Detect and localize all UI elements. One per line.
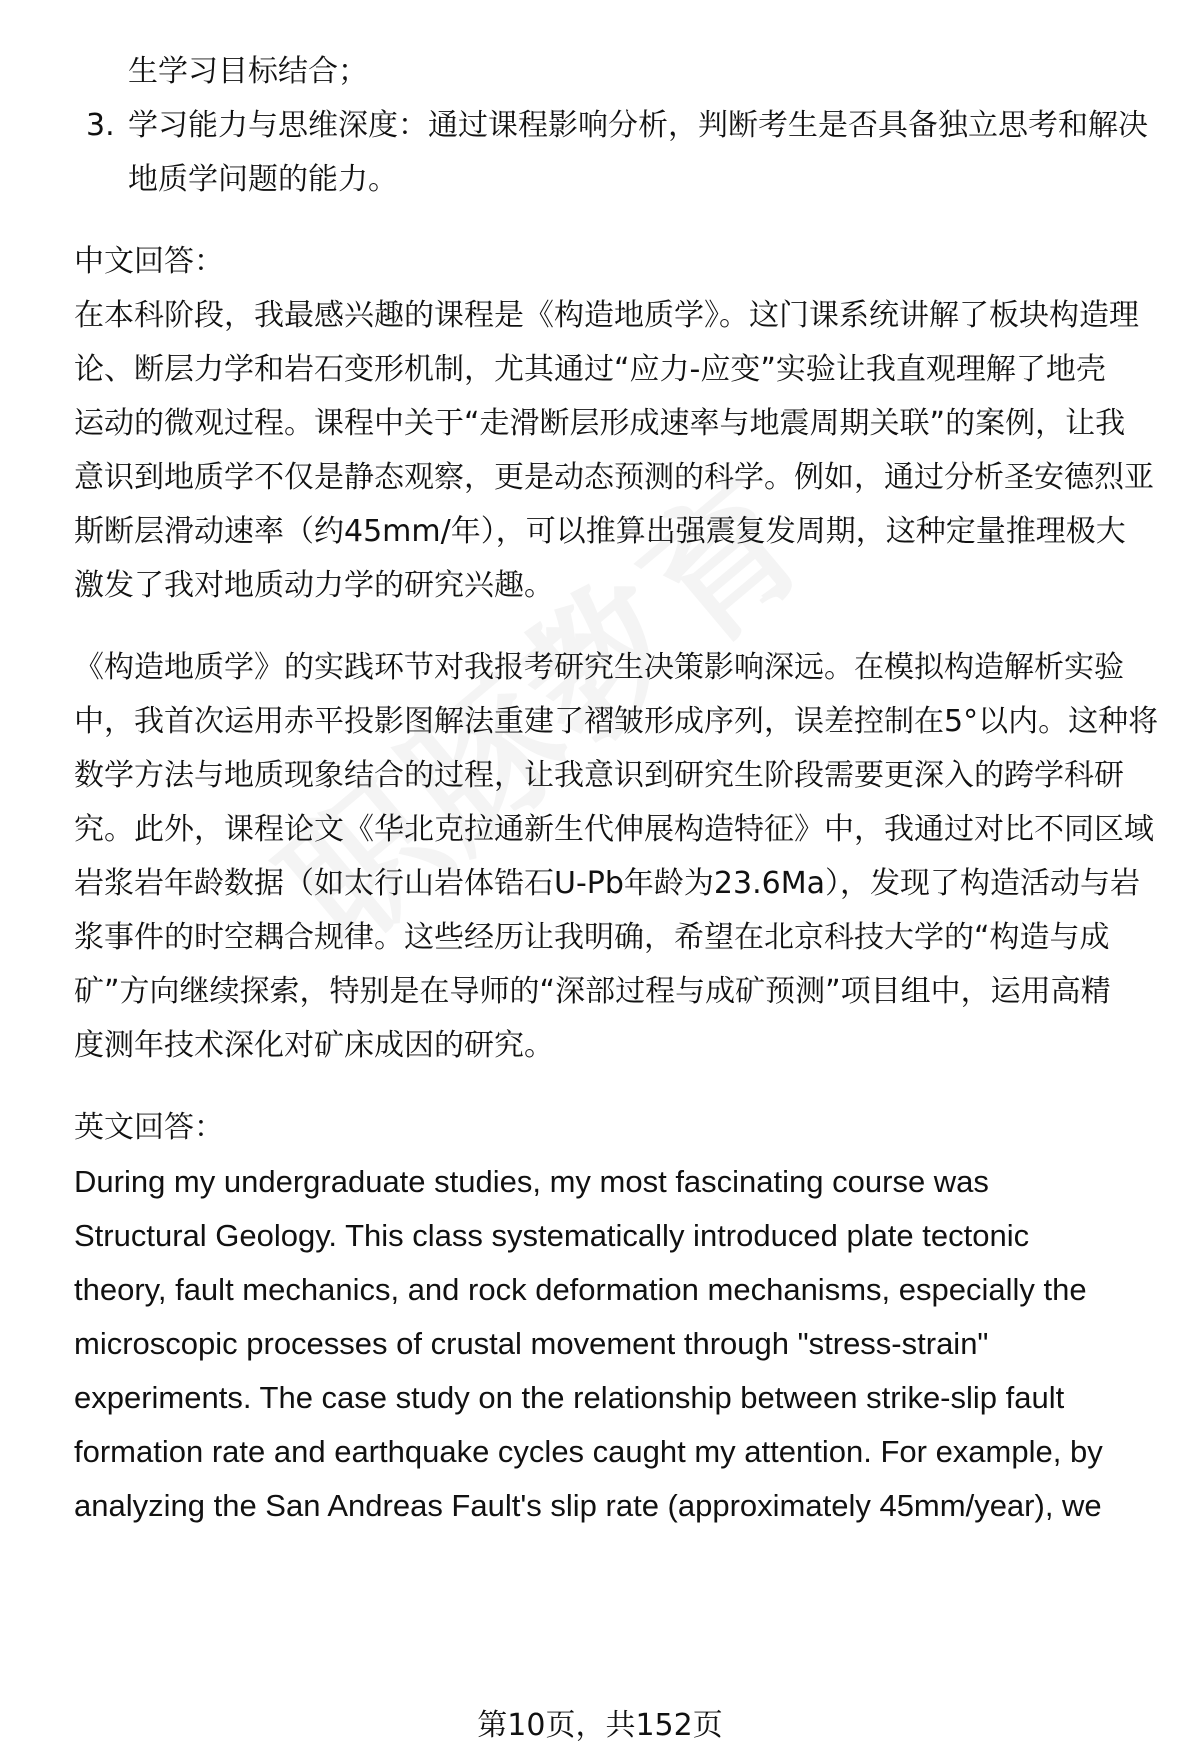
paragraph-line: 《构造地质学》的实践环节对我报考研究生决策影响深远。在模拟构造解析实验 [74,650,1124,685]
paragraph-line: formation rate and earthquake cycles caught my attention. For example, by [74,1434,1103,1469]
page-number-footer: 第10页，共152页 [477,1708,723,1743]
paragraph-line: experiments. The case study on the relationship between strike-slip fault [74,1380,1065,1415]
chinese-answer-heading: 中文回答： [74,244,224,279]
english-answer-heading: 英文回答： [74,1110,224,1145]
list-item-text-line: 地质学问题的能力。 [128,162,398,197]
paragraph-line: During my undergraduate studies, my most fascinating course was [74,1164,989,1199]
paragraph-line: 浆事件的时空耦合规律。这些经历让我明确，希望在北京科技大学的“构造与成 [74,920,1110,955]
paragraph-line: 意识到地质学不仅是静态观察，更是动态预测的科学。例如，通过分析圣安德烈亚 [74,460,1154,495]
paragraph-line: 中，我首次运用赤平投影图解法重建了褶皱形成序列，误差控制在5°以内。这种将 [74,704,1159,739]
list-continuation-line: 生学习目标结合； [128,54,368,89]
paragraph-line: microscopic processes of crustal movement through "stress-strain" [74,1326,989,1361]
paragraph-line: 究。此外，课程论文《华北克拉通新生代伸展构造特征》中，我通过对比不同区域 [74,812,1154,847]
list-item-text-line: 学习能力与思维深度：通过课程影响分析，判断考生是否具备独立思考和解决 [128,108,1148,143]
paragraph-line: 论、断层力学和岩石变形机制，尤其通过“应力-应变”实验让我直观理解了地壳 [74,352,1106,387]
paragraph-line: 矿”方向继续探索，特别是在导师的“深部过程与成矿预测”项目组中，运用高精 [74,974,1111,1009]
paragraph-line: analyzing the San Andreas Fault's slip rate (approximately 45mm/year), we [74,1488,1102,1523]
paragraph-line: 岩浆岩年龄数据（如太行山岩体锆石U-Pb年龄为23.6Ma），发现了构造活动与岩 [74,866,1140,901]
paragraph-line: 斯断层滑动速率（约45mm/年），可以推算出强震复发周期，这种定量推理极大 [74,514,1126,549]
paragraph-line: 数学方法与地质现象结合的过程，让我意识到研究生阶段需要更深入的跨学科研 [74,758,1124,793]
list-item-number: 3. [86,108,115,143]
paragraph-line: 在本科阶段，我最感兴趣的课程是《构造地质学》。这门课系统讲解了板块构造理 [74,298,1139,333]
paragraph-line: theory, fault mechanics, and rock deformation mechanisms, especially the [74,1272,1087,1307]
paragraph-line: Structural Geology. This class systematically introduced plate tectonic [74,1218,1030,1253]
paragraph-line: 运动的微观过程。课程中关于“走滑断层形成速率与地震周期关联”的案例，让我 [74,406,1126,441]
paragraph-line: 度测年技术深化对矿床成因的研究。 [74,1028,554,1063]
paragraph-line: 激发了我对地质动力学的研究兴趣。 [74,568,554,603]
